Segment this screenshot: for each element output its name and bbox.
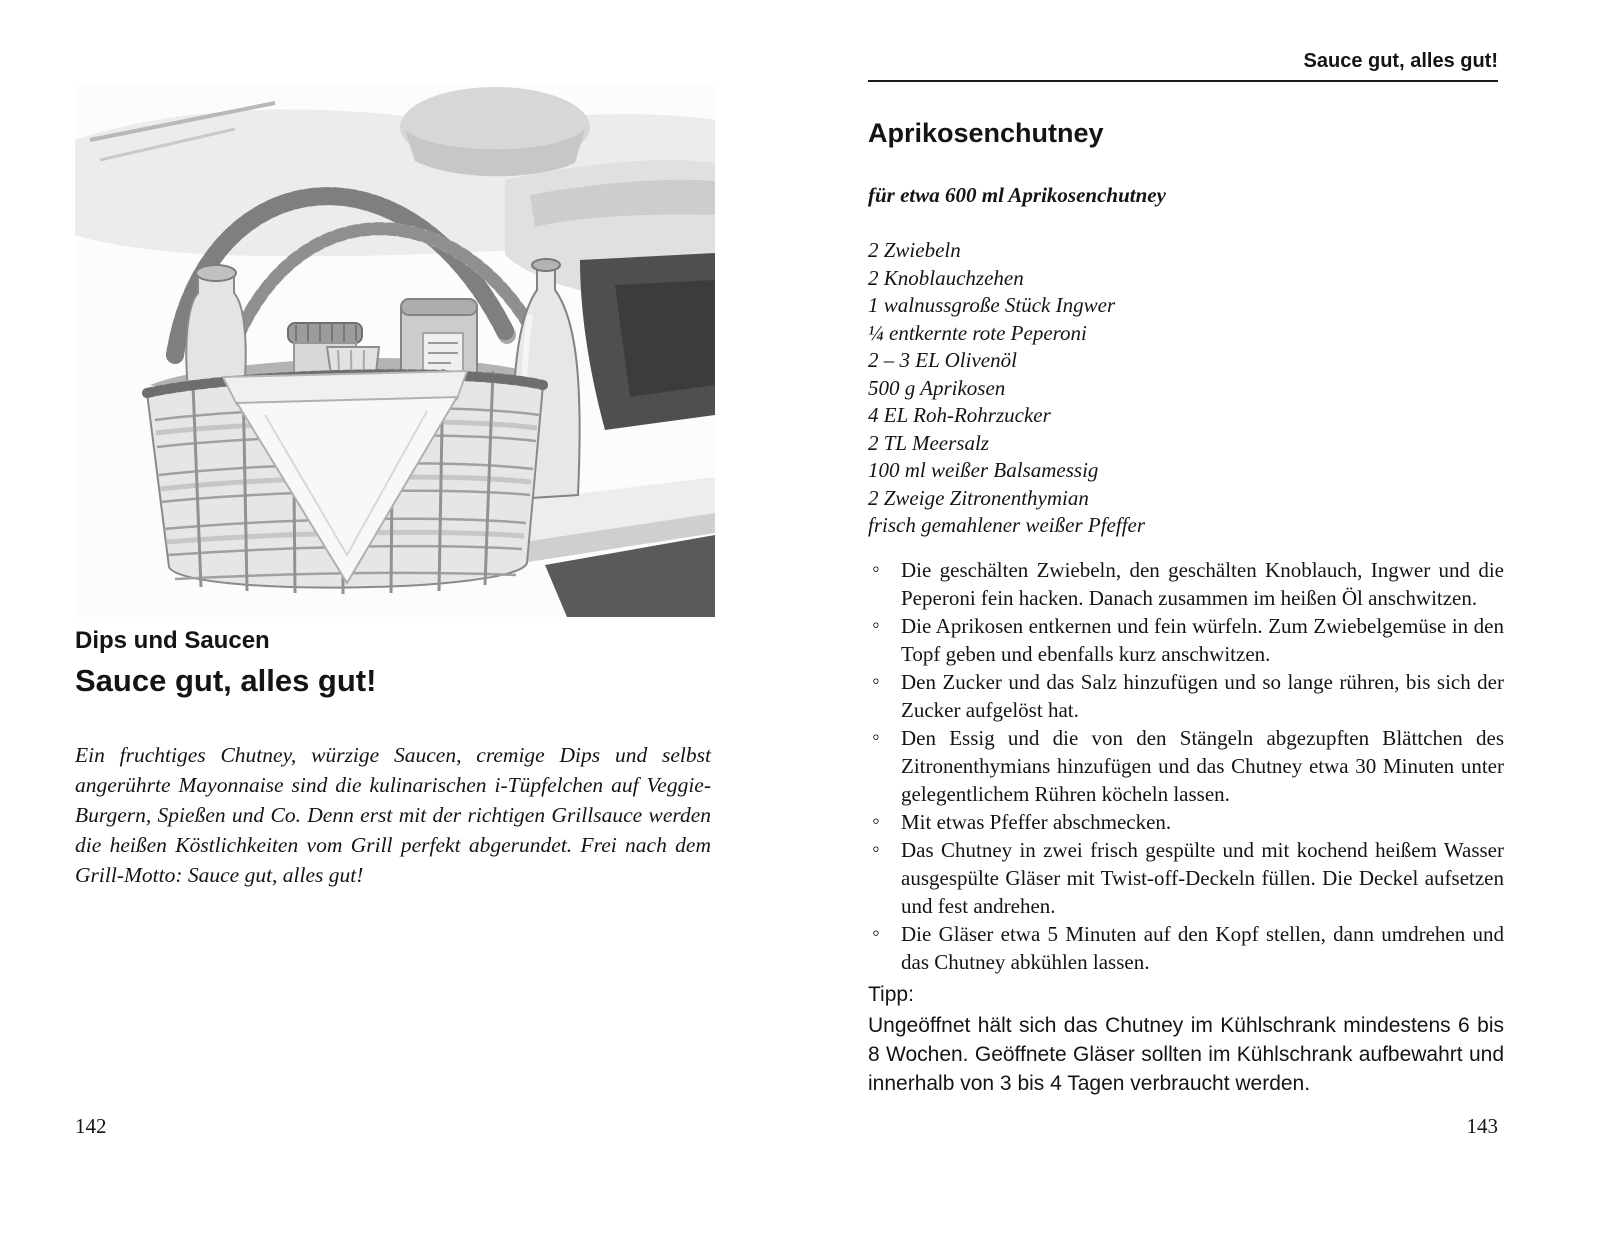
step-item: [868, 920, 1504, 976]
tip-text: Ungeöffnet hält sich das Chutney im Kühlschrank mindestens 6 bis 8 Wochen. Geöffnete Gläser sollten im Kühlschrank aufbewahrt und innerhalb von 3 bis 4 Tagen verbraucht werden.: [868, 1014, 1504, 1095]
step-item: [868, 724, 1504, 808]
step-item: [868, 556, 1504, 612]
step-text: Den Essig und die von den Stängeln abgezupften Blättchen des Zitronenthymians hinzufügen und das Chutney etwa 30 Minuten unter gelegentlichem Rühren köcheln lassen.: [901, 726, 1504, 806]
step-text: Die Gläser etwa 5 Minuten auf den Kopf stellen, dann umdrehen und das Chutney abkühlen lassen.: [901, 922, 1504, 974]
ingredient-item: frisch gemahlener weißer Pfeffer: [868, 513, 1146, 537]
ingredient-item: 2 Knoblauchzehen: [868, 265, 1024, 290]
page-number-right: 143: [1466, 1114, 1498, 1138]
bullet-icon: ◦: [872, 808, 880, 833]
step-list: [868, 556, 1504, 976]
step-item: [868, 808, 1504, 836]
chapter-title: Sauce gut, alles gut!: [75, 663, 377, 698]
tip-label: Tipp:: [868, 983, 914, 1006]
ingredient-item: 4 EL Roh-Rohrzucker: [868, 403, 1051, 427]
running-head: Sauce gut, alles gut!: [1303, 50, 1498, 72]
bullet-icon: ◦: [872, 612, 880, 637]
recipe-title: Aprikosenchutney: [868, 118, 1104, 148]
right-page: [809, 0, 1618, 1240]
ingredient-item: 1 walnussgroße Stück Ingwer: [868, 293, 1116, 317]
step-text: Die geschälten Zwiebeln, den geschälten Knoblauch, Ingwer und die Peperoni fein hacken. Danach zusammen im heißen Öl anschwitzen.: [901, 558, 1504, 610]
ingredient-item: 100 ml weißer Balsamessig: [868, 458, 1099, 482]
basket-illustration: [75, 85, 715, 617]
basket-illustration-svg: [75, 85, 715, 617]
ingredient-item: 2 Zwiebeln: [868, 238, 961, 262]
ingredient-item: 2 Zweige Zitronenthymian: [868, 485, 1089, 510]
bullet-icon: ◦: [872, 556, 880, 581]
bullet-icon: ◦: [872, 668, 880, 693]
step-item: [868, 668, 1504, 724]
ingredient-item: 2 – 3 EL Olivenöl: [868, 348, 1017, 372]
ingredient-item: ¼ entkernte rote Peperoni: [868, 320, 1087, 345]
header-rule: [868, 80, 1498, 82]
recipe-yield: für etwa 600 ml Aprikosenchutney: [868, 183, 1166, 207]
bullet-icon: ◦: [872, 724, 880, 749]
bullet-icon: ◦: [872, 920, 880, 945]
ingredient-item: 2 TL Meersalz: [868, 430, 989, 455]
step-text: Das Chutney in zwei frisch gespülte und mit kochend heißem Wasser ausgespülte Gläser mit Twist-off-Deckeln füllen. Die Deckel aufsetzen und fest andrehen.: [901, 838, 1504, 918]
step-text: Mit etwas Pfeffer abschmecken.: [901, 810, 1172, 834]
bullet-icon: ◦: [872, 836, 880, 861]
chapter-kicker: Dips und Saucen: [75, 627, 270, 654]
step-text: Den Zucker und das Salz hinzufügen und so lange rühren, bis sich der Zucker aufgelöst hat.: [901, 670, 1504, 722]
ingredient-item: 500 g Aprikosen: [868, 375, 1006, 400]
step-text: Die Aprikosen entkernen und fein würfeln. Zum Zwiebelgemüse in den Topf geben und ebenfalls kurz anschwitzen.: [901, 614, 1504, 666]
chapter-intro: Ein fruchtiges Chutney, würzige Saucen, cremige Dips und selbst angerührte Mayonnaise sind die kulinarischen i-Tüpfelchen auf Veggie-Burgern, Spießen und Co. Denn erst mit der richtigen Grillsauce werden die heißen Köstlichkeiten vom Grill perfekt abgerundet. Frei nach dem Grill-Motto: Sauce gut, alles gut!: [75, 743, 711, 887]
step-item: [868, 612, 1504, 668]
page-number-left: 142: [75, 1114, 107, 1138]
step-item: [868, 836, 1504, 920]
ingredient-list: [868, 237, 1145, 540]
